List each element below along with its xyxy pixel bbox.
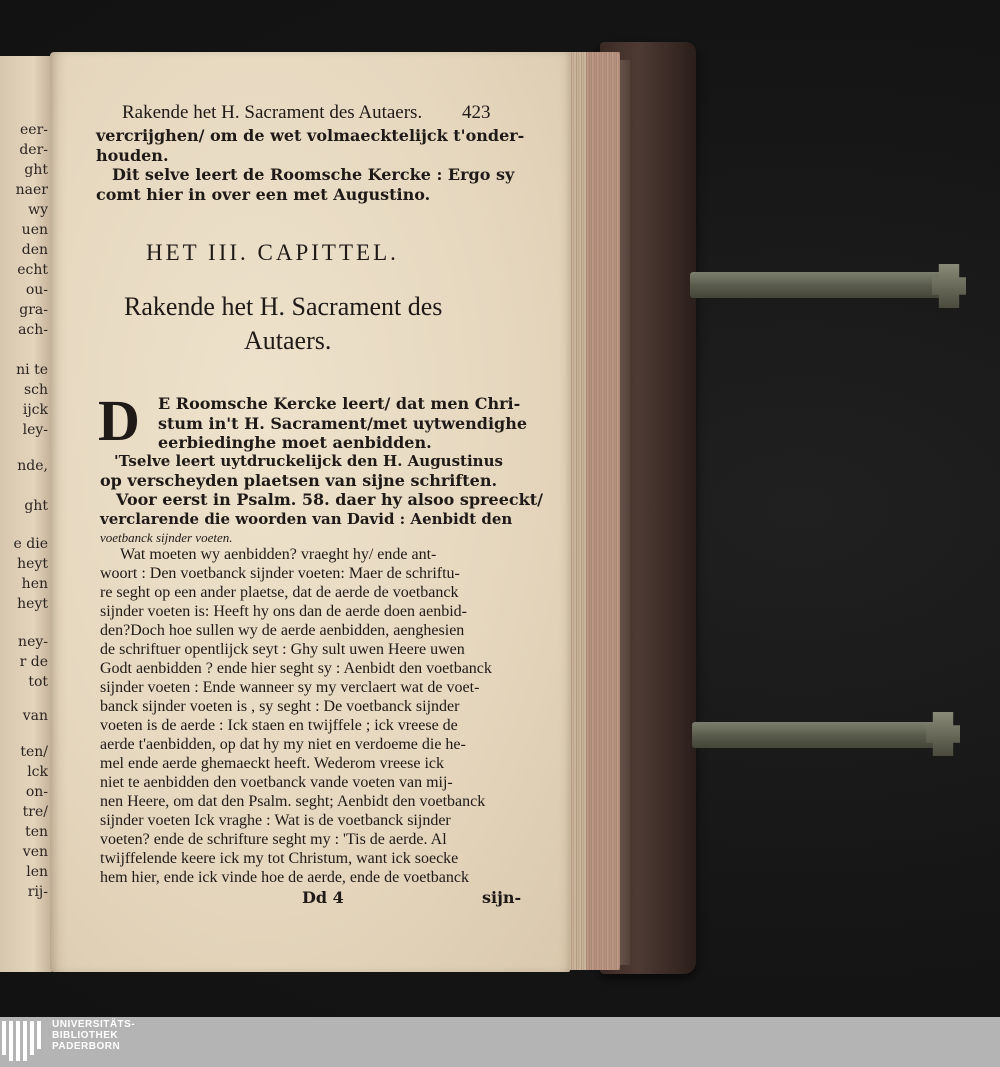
body-line: Godt aenbidden ? ende hier seght sy : Aenbidt den voetbanck <box>100 660 492 677</box>
clasp-bottom-end <box>926 712 960 756</box>
body-line: 'Tselve leert uytdruckelijck den H. Augustinus <box>114 452 503 470</box>
body-line: voetbanck sijnder voeten. <box>100 530 233 545</box>
drop-cap: D <box>98 388 140 453</box>
catchword: sijn- <box>482 888 522 907</box>
body-line: banck sijnder voeten is , sy seght : De voetbanck sijnder <box>100 698 460 715</box>
clasp-top-end <box>932 264 966 308</box>
left-frag: wy <box>28 202 48 218</box>
text-line: vercrijghen/ om de wet volmaecktelijck t'onder- <box>96 126 525 145</box>
left-frag: ven <box>22 844 48 860</box>
body-line: Wat moeten wy aenbidden? vraeght hy/ ende ant- <box>120 546 437 563</box>
page-number: 423 <box>462 102 491 123</box>
left-frag: ten/ <box>20 744 48 760</box>
body-line: op verscheyden plaetsen van sijne schriften. <box>100 471 498 490</box>
left-frag: eer- <box>20 122 48 138</box>
library-name-line2: BIBLIOTHEK <box>52 1030 119 1041</box>
body-line: woort : Den voetbanck sijnder voeten: Maer de schriftu- <box>100 565 460 582</box>
body-line: nen Heere, om dat den Psalm. seght; Aenbidt den voetbanck <box>100 793 486 810</box>
left-frag: ni te <box>16 362 48 378</box>
body-line: sijnder voeten : Ende wanneer sy my verclaert wat de voet- <box>100 679 480 696</box>
running-head: Rakende het H. Sacrament des Autaers. <box>122 102 423 123</box>
text-line: houden. <box>96 146 169 165</box>
body-line: twijffelende keere ick my tot Christum, want ick soecke <box>100 850 459 867</box>
left-frag: van <box>22 708 48 724</box>
left-frag: sch <box>23 382 48 398</box>
body-line: den?Doch hoe sullen wy de aerde aenbidden, aenghesien <box>100 622 465 639</box>
body-line: de schriftuer opentlijck seyt : Ghy sult uwen Heere uwen <box>100 641 465 658</box>
chapter-title-line1: Rakende het H. Sacrament des <box>124 292 443 321</box>
left-frag: echt <box>17 262 48 278</box>
body-line: voeten is de aerde : Ick staen en twijffele ; ick vreese de <box>100 717 458 734</box>
left-frag: nde, <box>17 458 48 474</box>
left-frag: rij- <box>27 884 48 900</box>
body-line: verclarende die woorden van David : Aenbidt den <box>100 510 513 528</box>
body-line: niet te aenbidden den voetbanck vande voeten van mij- <box>100 774 453 791</box>
signature-mark: Dd 4 <box>302 888 344 907</box>
page-stack <box>562 52 620 970</box>
left-frag: der- <box>19 142 48 158</box>
body-line: sijnder voeten Ick vraghe : Wat is de voetbanck sijnder <box>100 812 451 829</box>
left-frag: ley- <box>22 422 48 438</box>
left-frag: ght <box>24 162 48 178</box>
left-frag: lck <box>27 764 48 780</box>
left-frag: naer <box>15 182 48 198</box>
left-frag: uen <box>21 222 48 238</box>
chapter-title-line2: Autaers. <box>244 326 332 355</box>
left-frag: on- <box>25 784 48 800</box>
left-frag: ney- <box>18 634 48 650</box>
body-line: stum in't H. Sacrament/met uytwendighe <box>158 414 528 433</box>
body-line: E Roomsche Kercke leert/ dat men Chri- <box>158 394 521 413</box>
book-page <box>50 52 570 972</box>
left-frag: e die <box>13 536 48 552</box>
body-line: re seght op een ander plaetse, dat de aerde de voetbanck <box>100 584 459 601</box>
left-frag: ach- <box>18 322 48 338</box>
left-frag: hen <box>21 576 48 592</box>
left-frag: heyt <box>17 596 48 612</box>
chapter-heading: HET III. CAPITTEL. <box>146 240 399 265</box>
left-page <box>0 56 56 972</box>
library-name <box>52 1019 135 1052</box>
footer-bar <box>0 1017 1000 1067</box>
library-name-line1: UNIVERSITÄTS- <box>52 1019 136 1030</box>
clasp-top <box>690 272 950 298</box>
body-line: mel ende aerde ghemaeckt heeft. Wederom vreese ick <box>100 755 445 772</box>
left-frag: ten <box>25 824 48 840</box>
left-frag: tot <box>28 674 48 690</box>
left-frag: len <box>26 864 48 880</box>
left-frag: gra- <box>19 302 48 318</box>
left-frag: heyt <box>17 556 48 572</box>
text-line: Dit selve leert de Roomsche Kercke : Ergo sy <box>112 165 515 184</box>
body-line: aerde t'aenbidden, op dat hy my niet en verdoeme die he- <box>100 736 466 753</box>
left-frag: tre/ <box>22 804 48 820</box>
left-frag: r de <box>19 654 48 670</box>
left-frag: den <box>21 242 48 258</box>
body-line: eerbiedinghe moet aenbidden. <box>158 433 432 452</box>
library-name-line3: PADERBORN <box>52 1041 121 1052</box>
clasp-bottom <box>692 722 942 748</box>
library-logo-icon <box>2 1021 44 1061</box>
body-line: Voor eerst in Psalm. 58. daer hy alsoo spreeckt/ <box>116 490 543 509</box>
body-line: voeten? ende de schrifture seght my : 'Tis de aerde. Al <box>100 831 447 848</box>
body-line: sijnder voeten is: Heeft hy ons dan de aerde doen aenbid- <box>100 603 467 620</box>
body-line: hem hier, ende ick vinde hoe de aerde, ende de voetbanck <box>100 869 469 886</box>
left-frag: ijck <box>22 402 48 418</box>
left-frag: ght <box>24 498 48 514</box>
text-line: comt hier in over een met Augustino. <box>96 185 431 204</box>
left-frag: ou- <box>25 282 48 298</box>
